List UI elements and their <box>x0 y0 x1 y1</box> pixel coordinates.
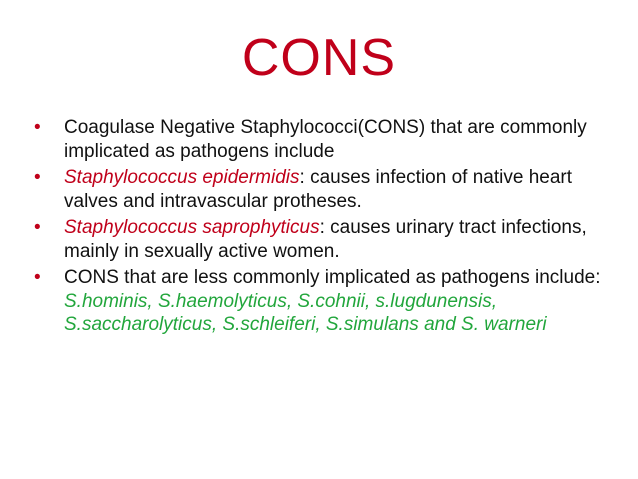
bullet-text: CONS that are less commonly implicated as pathogens include: <box>64 267 601 288</box>
bullet-item-2 <box>30 166 620 213</box>
bullet-item-3 <box>30 216 620 263</box>
species-list: S.hominis, S.haemolyticus, S.cohnii, s.lugdunensis, S.saccharolyticus, S.schleiferi, S.simulans and S. warneri <box>64 290 547 335</box>
bullet-text: : causes infection of native heart valves and intravascular protheses. <box>64 167 573 212</box>
species-name: Staphylococcus epidermidis <box>64 167 300 188</box>
bullet-item-1 <box>30 116 620 163</box>
bullet-glyph: • <box>34 117 41 138</box>
bullet-text: Coagulase Negative Staphylococci(CONS) that are commonly implicated as pathogens include <box>64 117 587 162</box>
species-name: Staphylococcus saprophyticus <box>64 217 320 238</box>
bullet-glyph: • <box>34 167 41 188</box>
bullet-glyph: • <box>34 267 41 288</box>
bullet-glyph: • <box>34 217 41 238</box>
bullet-text: : causes urinary tract infections, mainly in sexually active women. <box>64 217 587 262</box>
bullet-item-4 <box>30 266 620 337</box>
slide-title: CONS <box>241 29 397 87</box>
bullet-list <box>30 116 620 340</box>
